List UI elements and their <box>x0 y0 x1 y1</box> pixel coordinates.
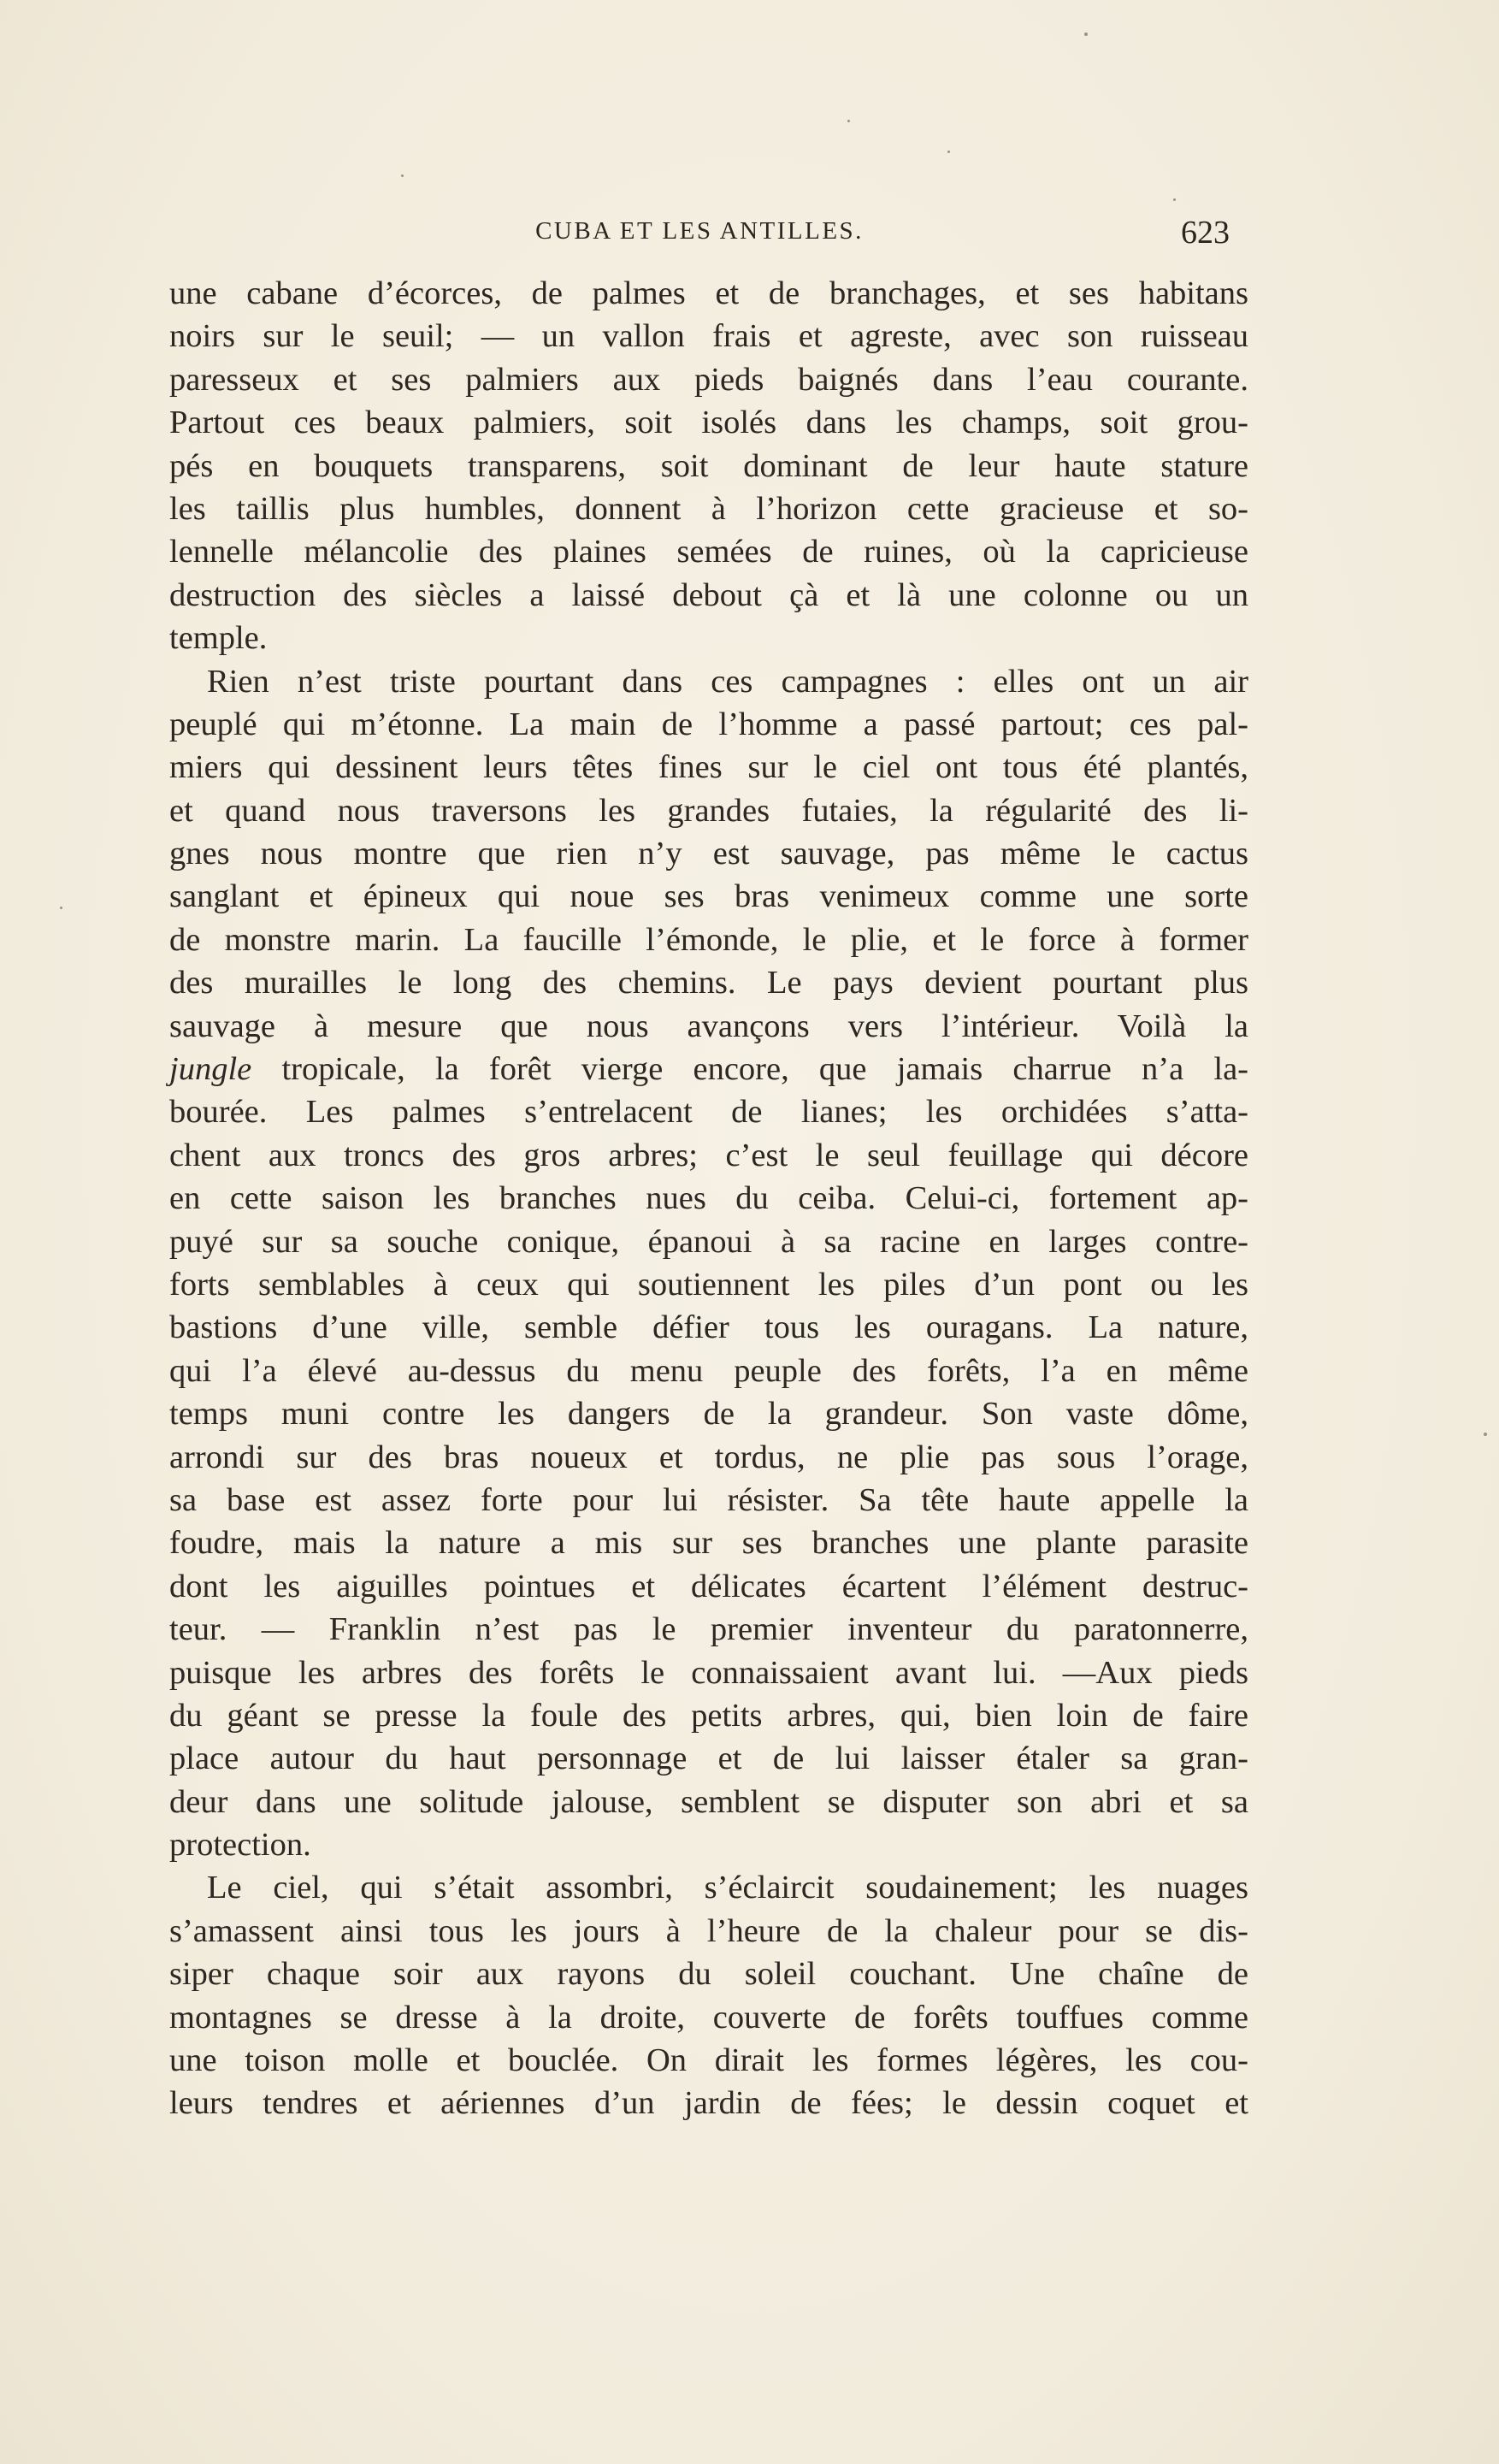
text-line: sauvage à mesure que nous avançons vers l’intérieur. Voilà la <box>169 1007 1248 1044</box>
text-line: sanglant et épineux qui noue ses bras venimeux comme une sorte <box>169 878 1248 915</box>
text-line: et quand nous traversons les grandes futaies, la régularité des li- <box>169 792 1248 829</box>
text-line: leurs tendres et aériennes d’un jardin de fées; le dessin coquet et <box>169 2085 1248 2122</box>
text-line: forts semblables à ceux qui soutiennent les piles d’un pont ou les <box>169 1266 1248 1303</box>
text-line: en cette saison les branches nues du ceiba. Celui-ci, fortement ap- <box>169 1180 1248 1217</box>
text-line: jungle tropicale, la forêt vierge encore, que jamais charrue n’a la- <box>169 1051 1248 1088</box>
text-line: destruction des siècles a laissé debout çà et là une colonne ou un <box>169 576 1248 613</box>
paragraph-1 <box>169 272 1248 660</box>
page-header <box>169 214 1230 253</box>
running-title: CUBA ET LES ANTILLES. <box>535 217 864 245</box>
text-line: deur dans une solitude jalouse, semblent se disputer son abri et sa <box>169 1783 1248 1820</box>
text-line: Le ciel, qui s’était assombri, s’éclaircit soudainement; les nuages <box>207 1870 1248 1906</box>
text-line: arrondi sur des bras noueux et tordus, ne plie pas sous l’orage, <box>169 1439 1248 1475</box>
paragraph-2 <box>169 660 1248 1867</box>
text-line: temps muni contre les dangers de la grandeur. Son vaste dôme, <box>169 1396 1248 1433</box>
text-line: une toison molle et bouclée. On dirait les formes légères, les cou- <box>169 2042 1248 2079</box>
text-line: puyé sur sa souche conique, épanoui à sa racine en larges contre- <box>169 1223 1248 1260</box>
text-line: protection. <box>169 1827 311 1864</box>
page-number: 623 <box>1181 215 1230 251</box>
text-line: temple. <box>169 620 268 657</box>
text-line: lennelle mélancolie des plaines semées de ruines, où la capricieuse <box>169 534 1248 570</box>
text-line: une cabane d’écorces, de palmes et de branchages, et ses habitans <box>169 275 1248 311</box>
text-line: noirs sur le seuil; — un vallon frais et agreste, avec son ruisseau <box>169 318 1248 355</box>
text-line: bourée. Les palmes s’entrelacent de lianes; les orchidées s’atta- <box>169 1094 1248 1131</box>
text-line: puisque les arbres des forêts le connaissaient avant lui. —Aux pieds <box>169 1654 1248 1691</box>
text-line: foudre, mais la nature a mis sur ses branches une plante parasite <box>169 1525 1248 1562</box>
text-line: du géant se presse la foule des petits arbres, qui, bien loin de faire <box>169 1697 1248 1734</box>
text-line: qui l’a élevé au-dessus du menu peuple des forêts, l’a en même <box>169 1352 1248 1389</box>
text-line: pés en bouquets transparens, soit dominant de leur haute stature <box>169 447 1248 484</box>
text-line: chent aux troncs des gros arbres; c’est le seul feuillage qui décore <box>169 1137 1248 1173</box>
text-line: des murailles le long des chemins. Le pays devient pourtant plus <box>169 965 1248 1002</box>
text-line: miers qui dessinent leurs têtes fines sur le ciel ont tous été plantés, <box>169 749 1248 786</box>
text-line: teur. — Franklin n’est pas le premier inventeur du paratonnerre, <box>169 1611 1248 1648</box>
text-line: Rien n’est triste pourtant dans ces campagnes : elles ont un air <box>207 663 1248 700</box>
text-line: dont les aiguilles pointues et délicates écartent l’élément destruc- <box>169 1568 1248 1604</box>
text-line: de monstre marin. La faucille l’émonde, le plie, et le force à former <box>169 921 1248 958</box>
text-line: s’amassent ainsi tous les jours à l’heure de la chaleur pour se dis- <box>169 1912 1248 1949</box>
text-line: les taillis plus humbles, donnent à l’horizon cette gracieuse et so- <box>169 490 1248 527</box>
text-line: place autour du haut personnage et de lui laisser étaler sa gran- <box>169 1740 1248 1777</box>
text-line: siper chaque soir aux rayons du soleil couchant. Une chaîne de <box>169 1956 1248 1993</box>
text-line: bastions d’une ville, semble défier tous les ouragans. La nature, <box>169 1309 1248 1346</box>
text-line: gnes nous montre que rien n’y est sauvage, pas même le cactus <box>169 836 1248 872</box>
text-line: paresseux et ses palmiers aux pieds baignés dans l’eau courante. <box>169 361 1248 398</box>
text-line: Partout ces beaux palmiers, soit isolés dans les champs, soit grou- <box>169 405 1248 441</box>
text-line: sa base est assez forte pour lui résister. Sa tête haute appelle la <box>169 1481 1248 1518</box>
body-text <box>169 272 1248 2125</box>
text-line: montagnes se dresse à la droite, couverte de forêts touffues comme <box>169 1999 1248 2036</box>
text-line: peuplé qui m’étonne. La main de l’homme a passé partout; ces pal- <box>169 706 1248 742</box>
paragraph-3 <box>169 1866 1248 2124</box>
